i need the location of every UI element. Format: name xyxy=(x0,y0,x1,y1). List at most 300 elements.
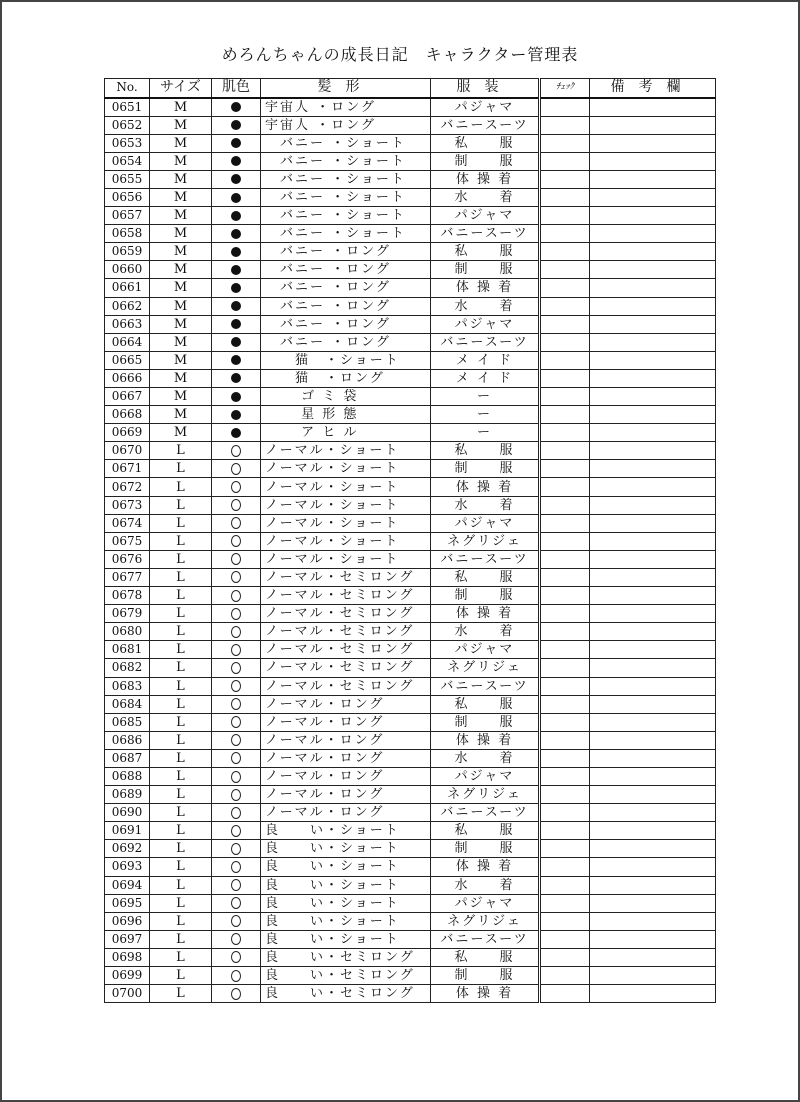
row-hairstyle: 良 い・ショート xyxy=(261,912,431,930)
table-row xyxy=(105,894,716,912)
row-check-cell xyxy=(540,496,590,514)
row-number: 0677 xyxy=(105,568,150,586)
row-number: 0689 xyxy=(105,786,150,804)
table-row xyxy=(105,550,716,568)
row-size: M xyxy=(150,369,212,387)
row-size: L xyxy=(150,695,212,713)
header-skin: 肌色 xyxy=(212,79,261,98)
row-number: 0688 xyxy=(105,767,150,785)
row-size: L xyxy=(150,876,212,894)
row-hairstyle: ノーマル・ロング xyxy=(261,804,431,822)
row-check-cell xyxy=(540,568,590,586)
filled-circle-icon xyxy=(231,301,241,311)
open-circle-icon xyxy=(231,463,241,475)
row-number: 0652 xyxy=(105,116,150,134)
open-circle-icon xyxy=(231,590,241,602)
row-notes-cell xyxy=(590,388,716,406)
table-row xyxy=(105,822,716,840)
row-notes-cell xyxy=(590,858,716,876)
row-hairstyle: 良 い・セミロング xyxy=(261,985,431,1003)
row-size: L xyxy=(150,822,212,840)
row-clothes: 制 服 xyxy=(431,261,540,279)
row-notes-cell xyxy=(590,442,716,460)
open-circle-icon xyxy=(231,843,241,855)
header-notes: 備考欄 xyxy=(590,79,716,98)
row-clothes: 水 着 xyxy=(431,749,540,767)
row-check-cell xyxy=(540,804,590,822)
row-skin-color xyxy=(212,695,261,713)
filled-circle-icon xyxy=(231,373,241,383)
row-check-cell xyxy=(540,731,590,749)
row-check-cell xyxy=(540,713,590,731)
row-number: 0660 xyxy=(105,261,150,279)
row-check-cell xyxy=(540,930,590,948)
row-skin-color xyxy=(212,297,261,315)
row-clothes: 水 着 xyxy=(431,876,540,894)
row-number: 0675 xyxy=(105,532,150,550)
table-row xyxy=(105,225,716,243)
open-circle-icon xyxy=(231,716,241,728)
row-notes-cell xyxy=(590,297,716,315)
open-circle-icon xyxy=(231,517,241,529)
row-skin-color xyxy=(212,261,261,279)
row-check-cell xyxy=(540,152,590,170)
table-row xyxy=(105,297,716,315)
row-notes-cell xyxy=(590,532,716,550)
row-number: 0682 xyxy=(105,659,150,677)
open-circle-icon xyxy=(231,734,241,746)
table-row xyxy=(105,460,716,478)
row-size: L xyxy=(150,532,212,550)
row-number: 0671 xyxy=(105,460,150,478)
row-notes-cell xyxy=(590,369,716,387)
page-title: めろんちゃんの成長日記 キャラクター管理表 xyxy=(221,45,579,64)
row-notes-cell xyxy=(590,641,716,659)
row-size: M xyxy=(150,98,212,117)
row-skin-color xyxy=(212,840,261,858)
row-size: L xyxy=(150,587,212,605)
row-hairstyle: バニー ・ショート xyxy=(261,207,431,225)
row-skin-color xyxy=(212,930,261,948)
table-row xyxy=(105,424,716,442)
row-size: L xyxy=(150,840,212,858)
row-check-cell xyxy=(540,261,590,279)
row-notes-cell xyxy=(590,786,716,804)
row-hairstyle: ノーマル・ショート xyxy=(261,514,431,532)
row-check-cell xyxy=(540,207,590,225)
filled-circle-icon xyxy=(231,355,241,365)
row-number: 0679 xyxy=(105,605,150,623)
table-row xyxy=(105,98,716,117)
filled-circle-icon xyxy=(231,392,241,402)
row-number: 0654 xyxy=(105,152,150,170)
row-check-cell xyxy=(540,514,590,532)
row-notes-cell xyxy=(590,460,716,478)
row-hairstyle: バニー ・ロング xyxy=(261,243,431,261)
header-row xyxy=(105,79,716,98)
row-hairstyle: ノーマル・ロング xyxy=(261,767,431,785)
row-skin-color xyxy=(212,478,261,496)
row-check-cell xyxy=(540,967,590,985)
row-clothes: ネグリジェ xyxy=(431,532,540,550)
row-clothes: メ イ ド xyxy=(431,351,540,369)
row-number: 0667 xyxy=(105,388,150,406)
row-clothes: 体 操 着 xyxy=(431,985,540,1003)
row-size: L xyxy=(150,641,212,659)
row-size: M xyxy=(150,225,212,243)
row-check-cell xyxy=(540,333,590,351)
row-check-cell xyxy=(540,677,590,695)
row-skin-color xyxy=(212,587,261,605)
row-number: 0658 xyxy=(105,225,150,243)
table-row xyxy=(105,967,716,985)
row-check-cell xyxy=(540,550,590,568)
row-number: 0686 xyxy=(105,731,150,749)
row-skin-color xyxy=(212,804,261,822)
open-circle-icon xyxy=(231,445,241,457)
row-number: 0681 xyxy=(105,641,150,659)
filled-circle-icon xyxy=(231,428,241,438)
row-number: 0665 xyxy=(105,351,150,369)
row-number: 0676 xyxy=(105,550,150,568)
row-check-cell xyxy=(540,116,590,134)
row-skin-color xyxy=(212,731,261,749)
row-notes-cell xyxy=(590,134,716,152)
row-notes-cell xyxy=(590,170,716,188)
row-skin-color xyxy=(212,822,261,840)
row-hairstyle: バニー ・ショート xyxy=(261,225,431,243)
row-clothes: 水 着 xyxy=(431,496,540,514)
row-clothes: 制 服 xyxy=(431,713,540,731)
row-hairstyle: ノーマル・ショート xyxy=(261,442,431,460)
row-clothes: パジャマ xyxy=(431,641,540,659)
filled-circle-icon xyxy=(231,156,241,166)
row-hairstyle: 良 い・ショート xyxy=(261,930,431,948)
row-skin-color xyxy=(212,188,261,206)
row-hairstyle: 良 い・セミロング xyxy=(261,948,431,966)
row-check-cell xyxy=(540,985,590,1003)
table-row xyxy=(105,786,716,804)
row-notes-cell xyxy=(590,279,716,297)
row-clothes: 水 着 xyxy=(431,188,540,206)
row-clothes: 体 操 着 xyxy=(431,731,540,749)
row-size: M xyxy=(150,116,212,134)
row-hairstyle: ノーマル・セミロング xyxy=(261,623,431,641)
filled-circle-icon xyxy=(231,283,241,293)
row-notes-cell xyxy=(590,333,716,351)
row-skin-color xyxy=(212,98,261,117)
open-circle-icon xyxy=(231,825,241,837)
table-row xyxy=(105,840,716,858)
row-size: M xyxy=(150,297,212,315)
header-size: サイズ xyxy=(150,79,212,98)
row-check-cell xyxy=(540,388,590,406)
row-hairstyle: バニー ・ロング xyxy=(261,297,431,315)
row-size: L xyxy=(150,550,212,568)
row-skin-color xyxy=(212,460,261,478)
table-row xyxy=(105,568,716,586)
row-check-cell xyxy=(540,460,590,478)
row-hairstyle: 良 い・ショート xyxy=(261,840,431,858)
row-clothes: 制 服 xyxy=(431,587,540,605)
row-check-cell xyxy=(540,279,590,297)
table-row xyxy=(105,695,716,713)
row-check-cell xyxy=(540,605,590,623)
table-row xyxy=(105,478,716,496)
row-size: L xyxy=(150,659,212,677)
table-row xyxy=(105,948,716,966)
row-notes-cell xyxy=(590,152,716,170)
row-clothes: バニースーツ xyxy=(431,333,540,351)
filled-circle-icon xyxy=(231,193,241,203)
row-hairstyle: バニー ・ショート xyxy=(261,152,431,170)
table-row xyxy=(105,858,716,876)
row-skin-color xyxy=(212,713,261,731)
row-clothes: ー xyxy=(431,406,540,424)
row-size: M xyxy=(150,315,212,333)
row-skin-color xyxy=(212,967,261,985)
row-check-cell xyxy=(540,532,590,550)
row-clothes: 体 操 着 xyxy=(431,478,540,496)
table-row xyxy=(105,731,716,749)
row-size: L xyxy=(150,713,212,731)
row-skin-color xyxy=(212,659,261,677)
row-hairstyle: ノーマル・ロング xyxy=(261,749,431,767)
row-skin-color xyxy=(212,532,261,550)
row-hairstyle: ノーマル・ショート xyxy=(261,478,431,496)
row-hairstyle: ノーマル・ロング xyxy=(261,695,431,713)
row-size: L xyxy=(150,568,212,586)
row-number: 0699 xyxy=(105,967,150,985)
row-clothes: パジャマ xyxy=(431,894,540,912)
row-check-cell xyxy=(540,315,590,333)
row-number: 0700 xyxy=(105,985,150,1003)
row-size: L xyxy=(150,623,212,641)
row-skin-color xyxy=(212,514,261,532)
row-notes-cell xyxy=(590,98,716,117)
table-row xyxy=(105,623,716,641)
table-row xyxy=(105,876,716,894)
table-row xyxy=(105,315,716,333)
row-notes-cell xyxy=(590,243,716,261)
row-size: L xyxy=(150,912,212,930)
row-hairstyle: バニー ・ショート xyxy=(261,188,431,206)
row-clothes: バニースーツ xyxy=(431,116,540,134)
row-number: 0653 xyxy=(105,134,150,152)
row-number: 0692 xyxy=(105,840,150,858)
row-hairstyle: ノーマル・ショート xyxy=(261,496,431,514)
row-skin-color xyxy=(212,225,261,243)
filled-circle-icon xyxy=(231,211,241,221)
header-no: No. xyxy=(105,79,150,98)
table-row xyxy=(105,532,716,550)
header-hair: 髪形 xyxy=(261,79,431,98)
row-number: 0670 xyxy=(105,442,150,460)
row-number: 0685 xyxy=(105,713,150,731)
row-notes-cell xyxy=(590,188,716,206)
row-skin-color xyxy=(212,948,261,966)
row-notes-cell xyxy=(590,713,716,731)
row-clothes: 水 着 xyxy=(431,623,540,641)
row-hairstyle: 猫 ・ショート xyxy=(261,351,431,369)
row-skin-color xyxy=(212,406,261,424)
open-circle-icon xyxy=(231,988,241,1000)
row-check-cell xyxy=(540,623,590,641)
row-skin-color xyxy=(212,858,261,876)
row-clothes: 体 操 着 xyxy=(431,279,540,297)
row-check-cell xyxy=(540,786,590,804)
row-size: M xyxy=(150,207,212,225)
row-skin-color xyxy=(212,207,261,225)
row-check-cell xyxy=(540,641,590,659)
row-size: L xyxy=(150,767,212,785)
row-number: 0697 xyxy=(105,930,150,948)
row-clothes: 制 服 xyxy=(431,840,540,858)
row-number: 0664 xyxy=(105,333,150,351)
row-number: 0662 xyxy=(105,297,150,315)
row-hairstyle: ノーマル・ロング xyxy=(261,713,431,731)
row-notes-cell xyxy=(590,424,716,442)
row-size: L xyxy=(150,731,212,749)
open-circle-icon xyxy=(231,644,241,656)
row-skin-color xyxy=(212,985,261,1003)
table-row xyxy=(105,351,716,369)
row-size: M xyxy=(150,388,212,406)
row-size: L xyxy=(150,749,212,767)
row-skin-color xyxy=(212,442,261,460)
row-skin-color xyxy=(212,641,261,659)
row-hairstyle: ノーマル・セミロング xyxy=(261,641,431,659)
row-hairstyle: 宇宙人 ・ロング xyxy=(261,98,431,117)
table-row xyxy=(105,587,716,605)
table-row xyxy=(105,188,716,206)
row-size: M xyxy=(150,261,212,279)
row-size: L xyxy=(150,496,212,514)
row-clothes: 制 服 xyxy=(431,460,540,478)
row-number: 0669 xyxy=(105,424,150,442)
table-row xyxy=(105,243,716,261)
row-check-cell xyxy=(540,297,590,315)
row-hairstyle: 良 い・ショート xyxy=(261,822,431,840)
row-size: M xyxy=(150,152,212,170)
row-size: L xyxy=(150,967,212,985)
row-check-cell xyxy=(540,478,590,496)
open-circle-icon xyxy=(231,915,241,927)
row-skin-color xyxy=(212,749,261,767)
table-row xyxy=(105,261,716,279)
row-number: 0655 xyxy=(105,170,150,188)
row-size: L xyxy=(150,605,212,623)
row-notes-cell xyxy=(590,550,716,568)
row-check-cell xyxy=(540,243,590,261)
filled-circle-icon xyxy=(231,337,241,347)
filled-circle-icon xyxy=(231,229,241,239)
row-number: 0661 xyxy=(105,279,150,297)
row-notes-cell xyxy=(590,225,716,243)
row-clothes: 私 服 xyxy=(431,568,540,586)
table-row xyxy=(105,605,716,623)
row-number: 0694 xyxy=(105,876,150,894)
row-skin-color xyxy=(212,786,261,804)
row-number: 0695 xyxy=(105,894,150,912)
row-clothes: バニースーツ xyxy=(431,804,540,822)
row-number: 0672 xyxy=(105,478,150,496)
row-size: L xyxy=(150,786,212,804)
row-notes-cell xyxy=(590,767,716,785)
table-row xyxy=(105,369,716,387)
open-circle-icon xyxy=(231,933,241,945)
open-circle-icon xyxy=(231,897,241,909)
row-notes-cell xyxy=(590,315,716,333)
row-check-cell xyxy=(540,170,590,188)
open-circle-icon xyxy=(231,499,241,511)
open-circle-icon xyxy=(231,970,241,982)
table-row xyxy=(105,659,716,677)
row-hairstyle: 星 形 態 xyxy=(261,406,431,424)
row-skin-color xyxy=(212,116,261,134)
row-skin-color xyxy=(212,315,261,333)
table-row xyxy=(105,641,716,659)
row-check-cell xyxy=(540,134,590,152)
row-hairstyle: 宇宙人 ・ロング xyxy=(261,116,431,134)
row-hairstyle: バニー ・ショート xyxy=(261,170,431,188)
row-clothes: パジャマ xyxy=(431,98,540,117)
filled-circle-icon xyxy=(231,138,241,148)
row-notes-cell xyxy=(590,912,716,930)
character-table xyxy=(104,78,716,1003)
row-check-cell xyxy=(540,351,590,369)
row-skin-color xyxy=(212,912,261,930)
open-circle-icon xyxy=(231,807,241,819)
row-hairstyle: ノーマル・ロング xyxy=(261,786,431,804)
table-row xyxy=(105,134,716,152)
table-row xyxy=(105,207,716,225)
row-notes-cell xyxy=(590,623,716,641)
row-hairstyle: バニー ・ロング xyxy=(261,279,431,297)
row-notes-cell xyxy=(590,514,716,532)
row-check-cell xyxy=(540,424,590,442)
row-number: 0690 xyxy=(105,804,150,822)
row-size: M xyxy=(150,134,212,152)
row-size: L xyxy=(150,677,212,695)
row-check-cell xyxy=(540,188,590,206)
row-hairstyle: ノーマル・ロング xyxy=(261,731,431,749)
row-check-cell xyxy=(540,840,590,858)
row-size: L xyxy=(150,985,212,1003)
row-size: L xyxy=(150,514,212,532)
row-clothes: ー xyxy=(431,388,540,406)
row-notes-cell xyxy=(590,207,716,225)
row-skin-color xyxy=(212,152,261,170)
row-skin-color xyxy=(212,876,261,894)
table-row xyxy=(105,406,716,424)
open-circle-icon xyxy=(231,861,241,873)
filled-circle-icon xyxy=(231,102,241,112)
row-clothes: バニースーツ xyxy=(431,677,540,695)
open-circle-icon xyxy=(231,771,241,783)
open-circle-icon xyxy=(231,553,241,565)
table-body xyxy=(105,98,716,1003)
table-row xyxy=(105,749,716,767)
row-hairstyle: 良 い・セミロング xyxy=(261,967,431,985)
table-row xyxy=(105,496,716,514)
row-number: 0663 xyxy=(105,315,150,333)
row-check-cell xyxy=(540,225,590,243)
row-size: M xyxy=(150,351,212,369)
row-clothes: パジャマ xyxy=(431,315,540,333)
table-row xyxy=(105,279,716,297)
table-row xyxy=(105,930,716,948)
